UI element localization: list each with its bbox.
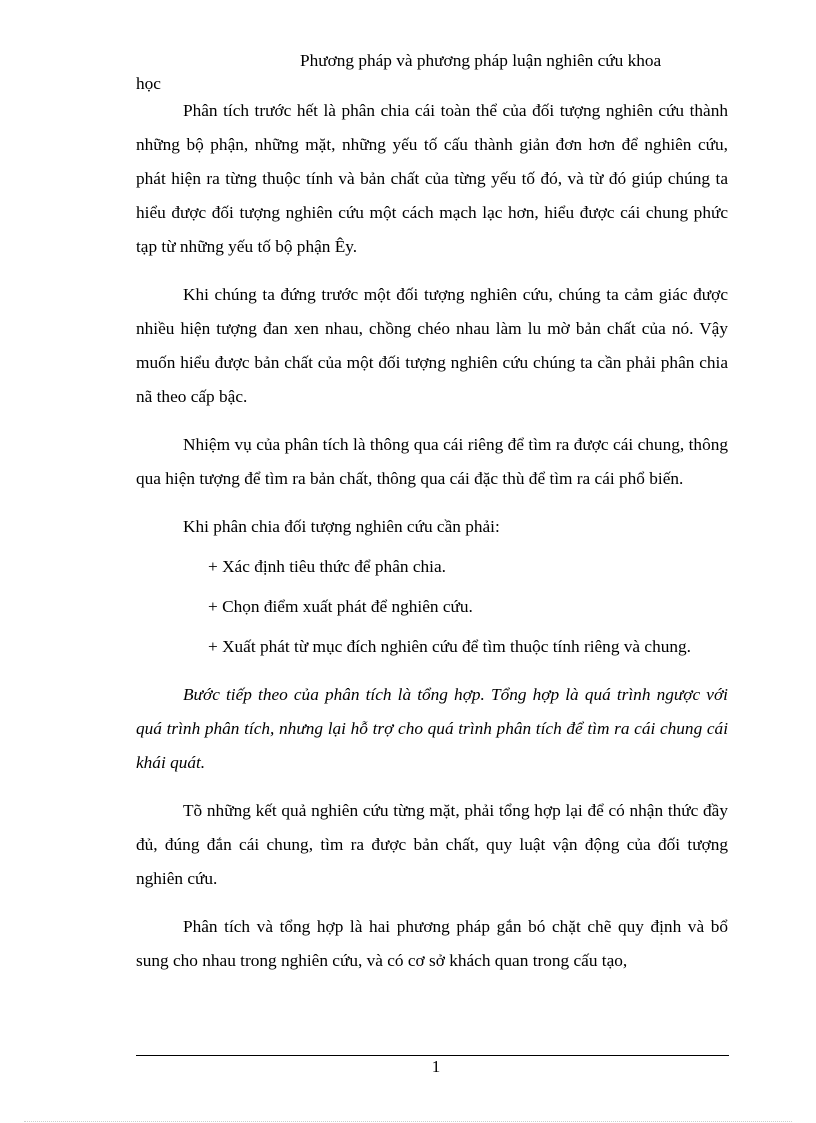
header-line-1: Phương pháp và phương pháp luận nghiên cứu khoa <box>300 51 662 70</box>
paragraph-analysis-synthesis-relation: Phân tích và tổng hợp là hai phương pháp gắn bó chặt chẽ quy định và bổ sung cho nhau trong nghiên cứu, và có cơ sở khách quan trong cấu tạo, <box>136 917 728 970</box>
list-item-purpose: + Xuất phát từ mục đích nghiên cứu để tìm thuộc tính riêng và chung. <box>208 637 691 656</box>
page-bottom-border <box>24 1121 792 1122</box>
paragraph-analysis-definition: Phân tích trước hết là phân chia cái toàn thể của đối tượng nghiên cứu thành những bộ phận, những mặt, những yếu tố cấu thành giản đơn hơn để nghiên cứu, phát hiện ra từng thuộc tính và bản chất của từng yếu tố đó, và từ đó giúp chúng ta hiểu được đối tượng nghiên cứu một cách mạch lạc hơn, hiểu được cái chung phức tạp từ những yếu tố bộ phận Êy. <box>136 101 728 256</box>
paragraph-synthesis-results: Tõ những kết quả nghiên cứu từng mặt, phải tổng hợp lại để có nhận thức đầy đủ, đúng đắn cái chung, tìm ra được bản chất, quy luật vận động của đối tượng nghiên cứu. <box>136 801 728 888</box>
document-body <box>136 94 728 992</box>
paragraph-synthesis-italic: Bước tiếp theo của phân tích là tổng hợp. Tổng hợp là quá trình ngược với quá trình phân tích, nhưng lại hỗ trợ cho quá trình phân tích để tìm ra cái chung cái khái quát. <box>136 685 728 772</box>
paragraph-division-requirements: Khi phân chia đối tượng nghiên cứu cần phải: <box>183 517 500 536</box>
header-line-2: học <box>136 74 161 93</box>
paragraph-facing-object: Khi chúng ta đứng trước một đối tượng nghiên cứu, chúng ta cảm giác được nhiều hiện tượng đan xen nhau, chồng chéo nhau làm lu mờ bản chất của nó. Vậy muốn hiểu được bản chất của một đối tượng nghiên cứu chúng ta cần phải phân chia nã theo cấp bậc. <box>136 285 728 406</box>
list-item-criteria: + Xác định tiêu thức để phân chia. <box>208 557 446 576</box>
page-number: 1 <box>431 1057 441 1076</box>
paragraph-analysis-task: Nhiệm vụ của phân tích là thông qua cái riêng để tìm ra được cái chung, thông qua hiện tượng để tìm ra bản chất, thông qua cái đặc thù để tìm ra cái phổ biến. <box>136 435 728 488</box>
running-header <box>136 50 728 95</box>
list-item-starting-point: + Chọn điểm xuất phát để nghiên cứu. <box>208 597 473 616</box>
footer-divider <box>136 1055 729 1056</box>
